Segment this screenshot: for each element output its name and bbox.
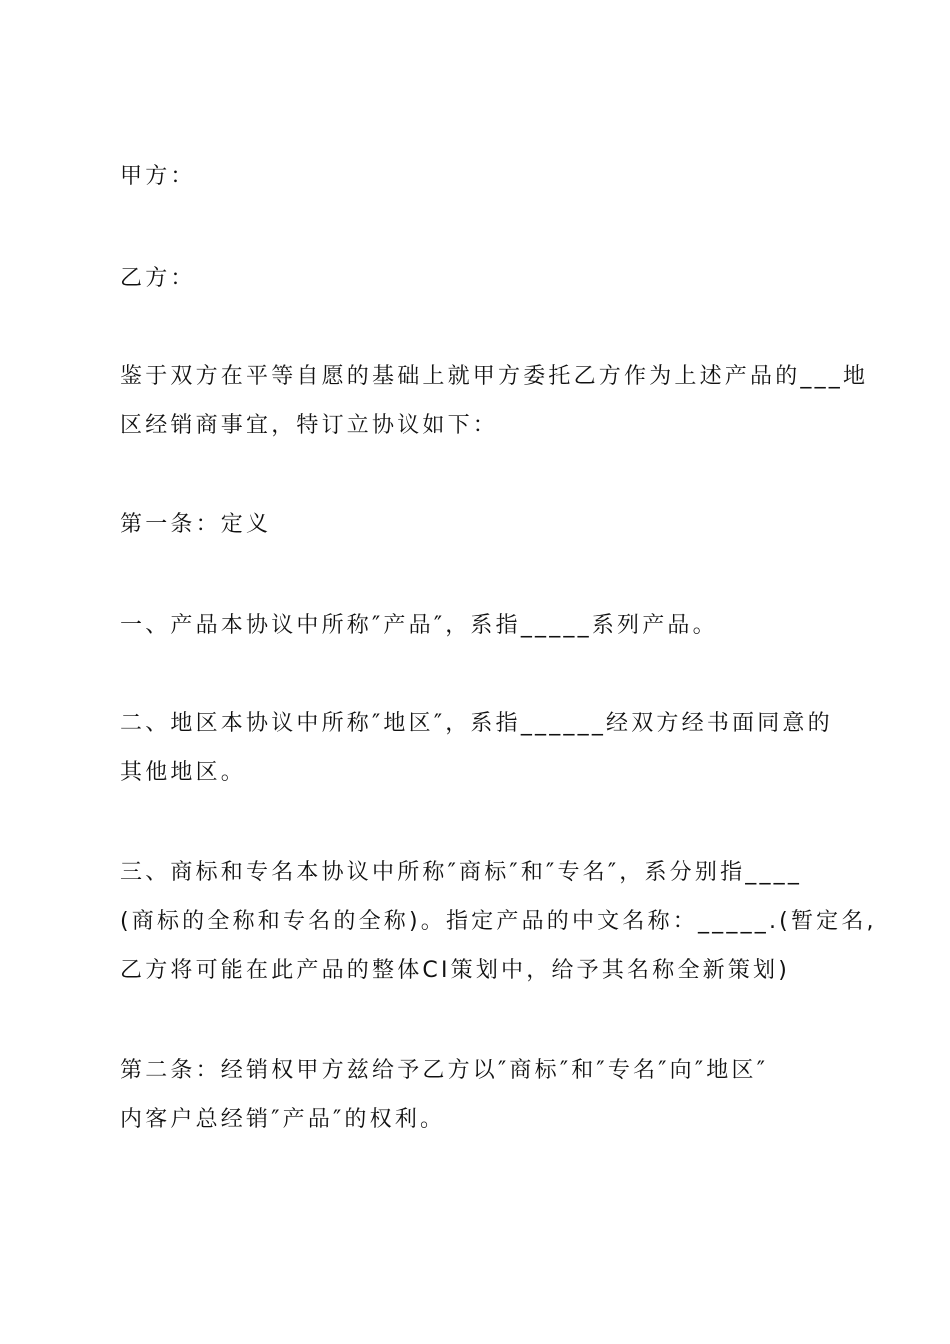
clause-1-paragraph (120, 601, 840, 650)
clause-3-line: (商标的全称和专名的全称)。指定产品的中文名称：_____.(暂定名, (120, 909, 877, 934)
clause-3-line: 乙方将可能在此产品的整体CI策划中，给予其名称全新策划) (120, 958, 791, 983)
preamble-paragraph (120, 352, 869, 450)
clause-2-line: 二、地区本协议中所称″地区″，系指______经双方经书面同意的 (120, 711, 833, 736)
article-2-line: 内客户总经销″产品″的权利。 (120, 1107, 446, 1132)
party-a-label (120, 152, 840, 201)
clause-2-paragraph (120, 699, 840, 797)
clause-1-line: 一、产品本协议中所称″产品″，系指_____系列产品。 (120, 613, 718, 638)
preamble-line: 鉴于双方在平等自愿的基础上就甲方委托乙方作为上述产品的___地 (120, 364, 869, 389)
preamble-line: 区经销商事宜，特订立协议如下： (120, 413, 499, 438)
party-b-label (120, 254, 840, 303)
clause-3-line: 三、商标和专名本协议中所称″商标″和″专名″，系分别指____ (120, 860, 803, 885)
party-a-text: 甲方： (120, 164, 196, 189)
article-2-paragraph (120, 1046, 840, 1144)
article-1-title: 第一条：定义 (120, 512, 272, 537)
article-2-line: 第二条：经销权甲方兹给予乙方以″商标″和″专名″向″地区″ (120, 1058, 769, 1083)
party-b-text: 乙方： (120, 266, 196, 291)
article-1-heading (120, 500, 840, 549)
clause-2-line: 其他地区。 (120, 760, 247, 785)
clause-3-paragraph (120, 848, 877, 995)
